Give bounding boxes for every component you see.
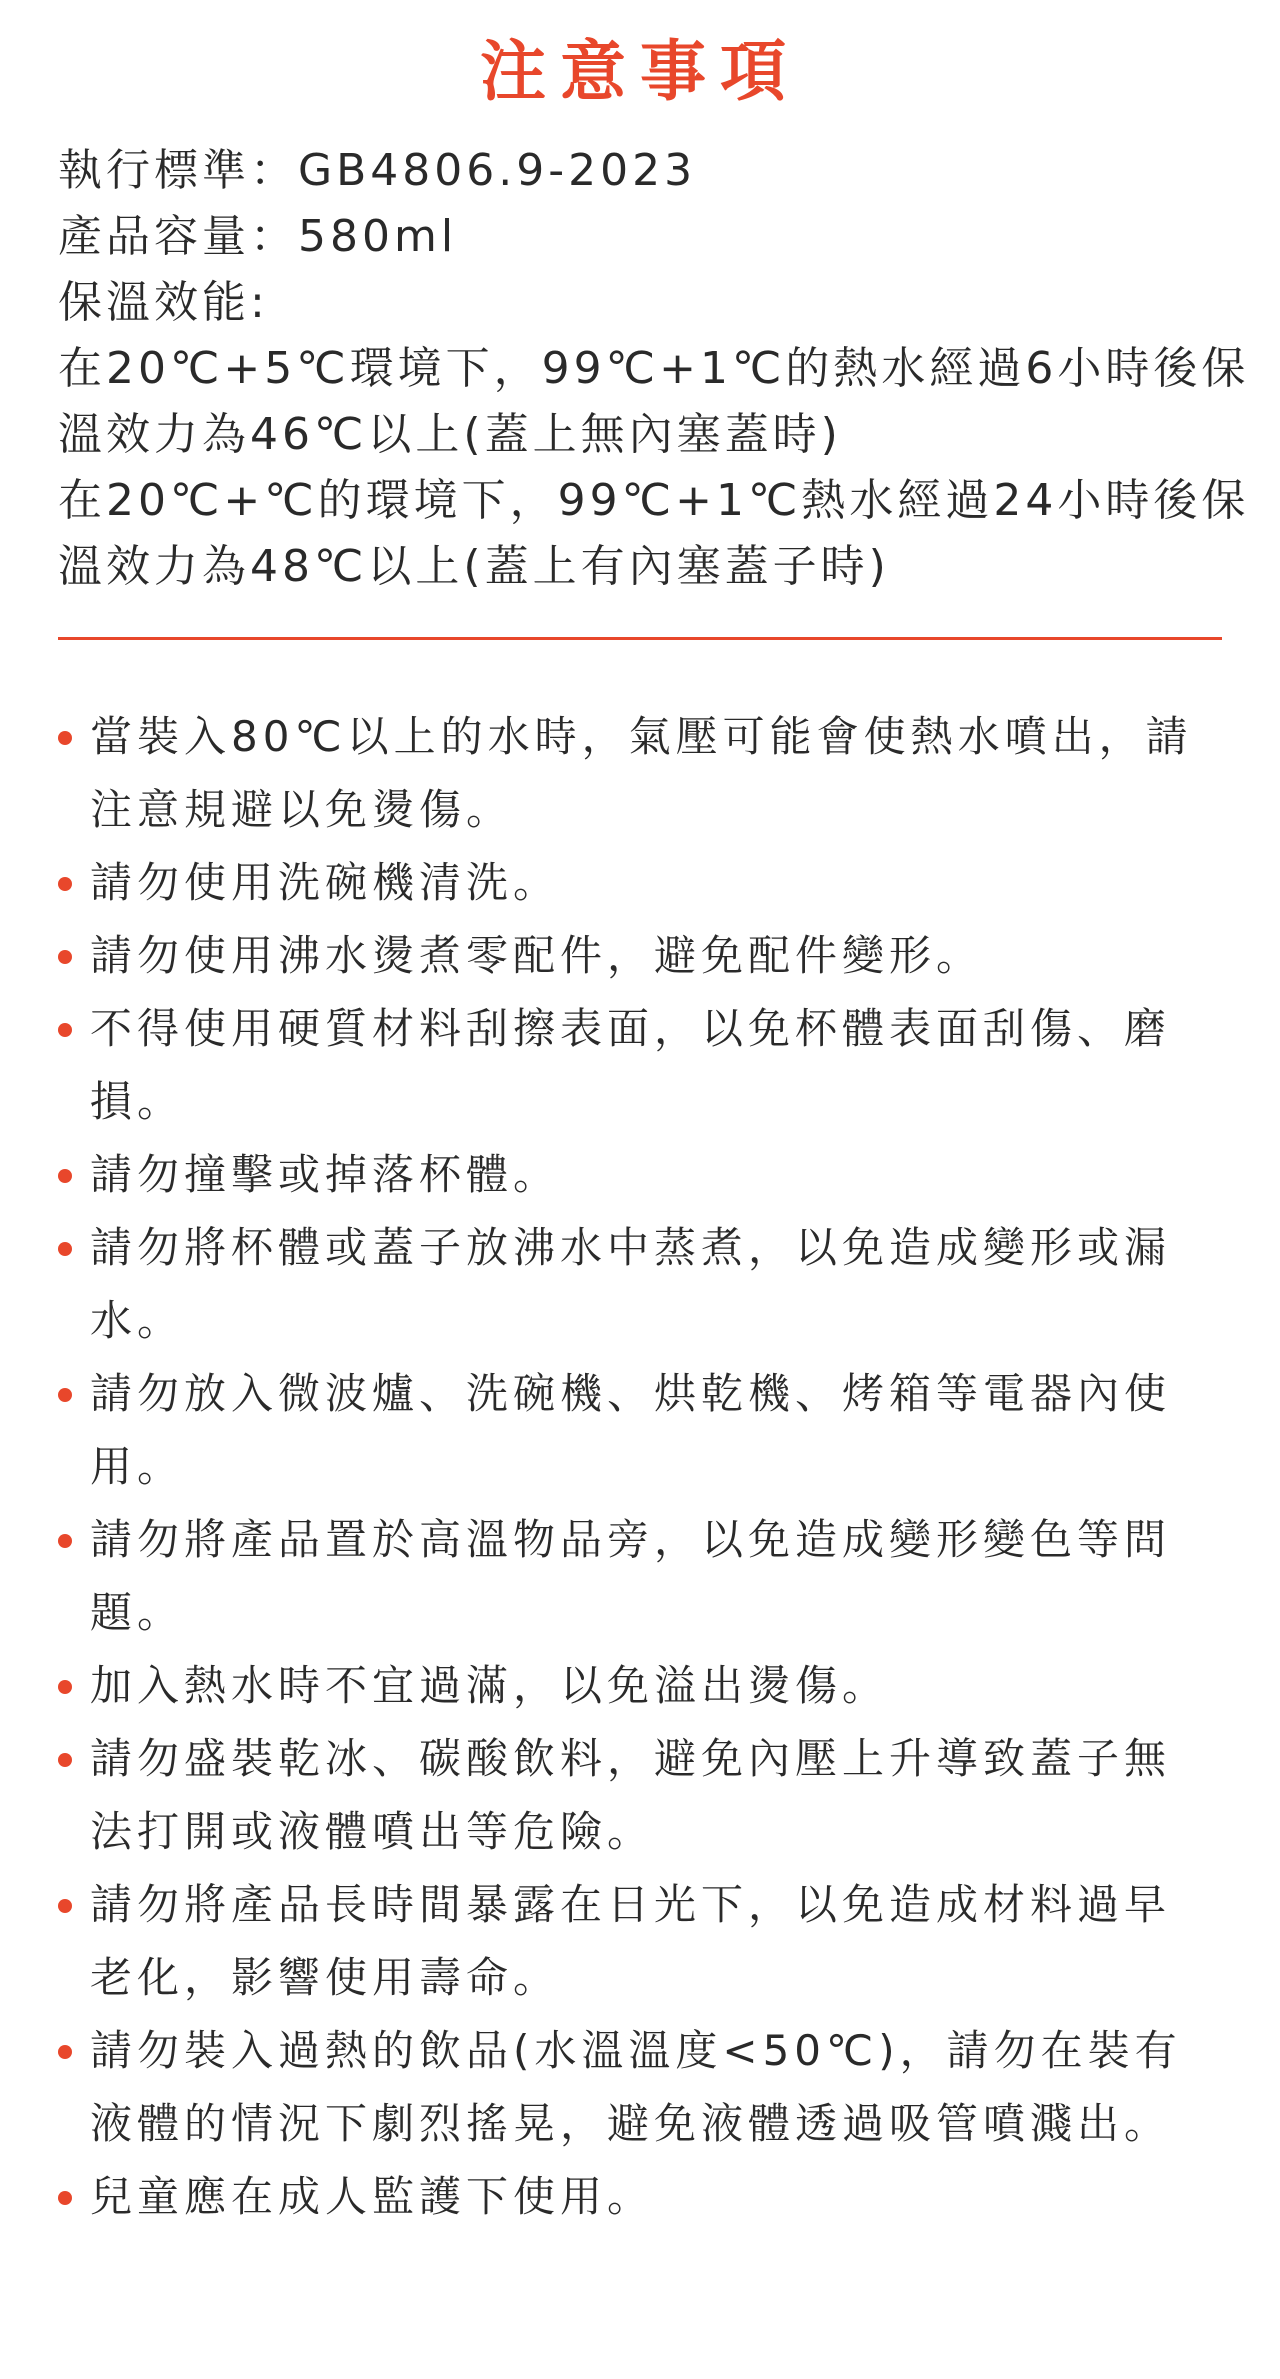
caution-text: 請勿裝入過熱的飲品(水溫溫度<50℃)，請勿在裝有 xyxy=(90,2026,1182,2075)
caution-item xyxy=(58,992,1238,1138)
caution-item xyxy=(58,1138,1238,1211)
caution-text-continued: 老化，影響使用壽命。 xyxy=(90,1953,561,2002)
bullet-dot-icon xyxy=(58,1899,72,1913)
caution-text: 請勿盛裝乾冰、碳酸飲料，避免內壓上升導致蓋子無 xyxy=(90,1734,1172,1783)
bullet-dot-icon xyxy=(58,731,72,745)
caution-text-continued: 損。 xyxy=(90,1077,185,1126)
spec-insulation-line-2: 溫效力為46℃以上(蓋上無內塞蓋時) xyxy=(58,409,842,460)
caution-text: 兒童應在成人監護下使用。 xyxy=(90,2172,655,2221)
caution-item xyxy=(58,1722,1238,1868)
bullet-dot-icon xyxy=(58,1169,72,1183)
bullet-dot-icon xyxy=(58,2191,72,2205)
caution-item xyxy=(58,846,1238,919)
caution-text: 加入熱水時不宜過滿，以免溢出燙傷。 xyxy=(90,1661,890,1710)
caution-text-continued: 法打開或液體噴出等危險。 xyxy=(90,1807,655,1856)
bullet-dot-icon xyxy=(58,1680,72,1694)
caution-text: 請勿撞擊或掉落杯體。 xyxy=(90,1150,561,1199)
caution-text-continued: 注意規避以免燙傷。 xyxy=(90,785,514,834)
spec-insulation-heading: 保溫效能: xyxy=(58,277,269,328)
spec-insulation-line-3: 在20℃+℃的環境下，99℃+1℃熱水經過24小時後保 xyxy=(58,475,1250,526)
section-divider xyxy=(58,637,1222,640)
bullet-dot-icon xyxy=(58,877,72,891)
bullet-dot-icon xyxy=(58,1242,72,1256)
bullet-dot-icon xyxy=(58,1388,72,1402)
caution-item xyxy=(58,1357,1238,1503)
caution-item xyxy=(58,2014,1238,2160)
bullet-dot-icon xyxy=(58,950,72,964)
caution-text: 請勿將產品置於高溫物品旁，以免造成變形變色等問 xyxy=(90,1515,1172,1564)
caution-text-continued: 題。 xyxy=(90,1588,185,1637)
caution-item xyxy=(58,1211,1238,1357)
spec-insulation-line-4: 溫效力為48℃以上(蓋上有內塞蓋子時) xyxy=(58,541,890,592)
caution-text: 請勿放入微波爐、洗碗機、烘乾機、烤箱等電器內使 xyxy=(90,1369,1172,1418)
spec-standard: 執行標準：GB4806.9-2023 xyxy=(58,145,697,196)
caution-item xyxy=(58,2160,1238,2233)
caution-list xyxy=(58,700,1238,2233)
caution-item xyxy=(58,919,1238,992)
caution-text: 當裝入80℃以上的水時，氣壓可能會使熱水噴出，請 xyxy=(90,712,1193,761)
page-title: 注意事項 xyxy=(480,33,800,110)
caution-text-continued: 液體的情況下劇烈搖晃，避免液體透過吸管噴濺出。 xyxy=(90,2099,1172,2148)
caution-text-continued: 水。 xyxy=(90,1296,185,1345)
bullet-dot-icon xyxy=(58,1023,72,1037)
caution-item xyxy=(58,1503,1238,1649)
spec-block xyxy=(58,138,1250,600)
spec-insulation-line-1: 在20℃+5℃環境下，99℃+1℃的熱水經過6小時後保 xyxy=(58,343,1250,394)
caution-item xyxy=(58,700,1238,846)
caution-text: 不得使用硬質材料刮擦表面，以免杯體表面刮傷、磨 xyxy=(90,1004,1172,1053)
bullet-dot-icon xyxy=(58,1753,72,1767)
caution-item xyxy=(58,1649,1238,1722)
caution-text: 請勿使用沸水燙煮零配件，避免配件變形。 xyxy=(90,931,984,980)
caution-item xyxy=(58,1868,1238,2014)
caution-text: 請勿將杯體或蓋子放沸水中蒸煮，以免造成變形或漏 xyxy=(90,1223,1172,1272)
caution-text-continued: 用。 xyxy=(90,1442,185,1491)
spec-capacity: 產品容量：580ml xyxy=(58,211,458,262)
caution-text: 請勿使用洗碗機清洗。 xyxy=(90,858,561,907)
bullet-dot-icon xyxy=(58,1534,72,1548)
bullet-dot-icon xyxy=(58,2045,72,2059)
caution-text: 請勿將產品長時間暴露在日光下，以免造成材料過早 xyxy=(90,1880,1172,1929)
